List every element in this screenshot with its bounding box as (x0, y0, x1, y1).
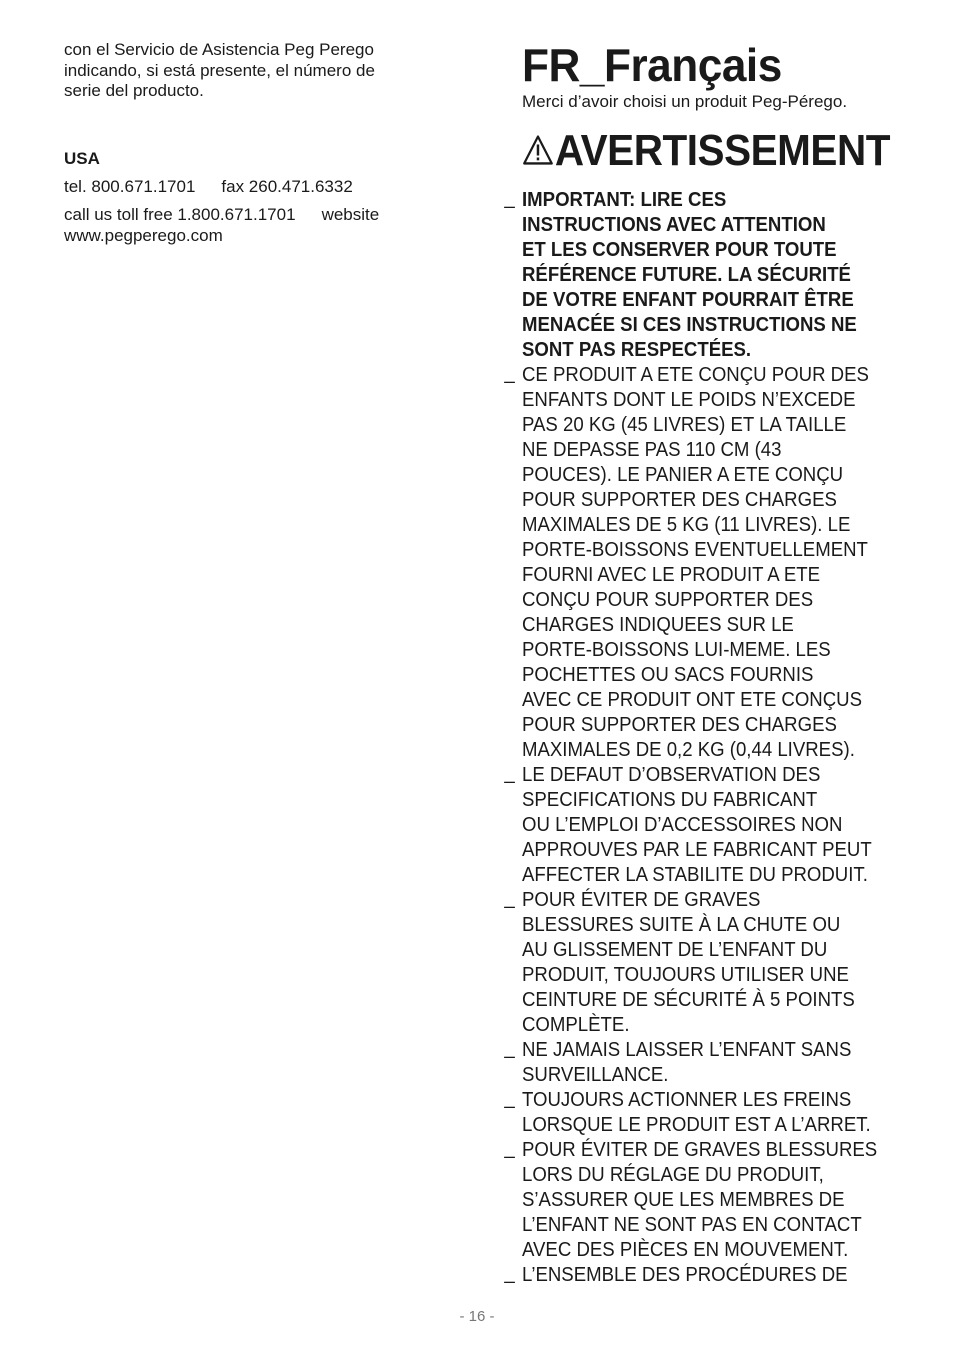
website-label: website (321, 204, 380, 224)
warning-item-line: POUR SUPPORTER DES CHARGES (522, 714, 837, 736)
warning-item-line: ET LES CONSERVER POUR TOUTE (522, 239, 837, 261)
warning-item-line: S’ASSURER QUE LES MEMBRES DE (522, 1189, 845, 1211)
warning-item-line: _ LE DEFAUT D’OBSERVATION DES (522, 764, 821, 786)
warning-item-line: SURVEILLANCE. (522, 1064, 669, 1086)
fax-number: fax 260.471.6332 (221, 176, 353, 196)
warning-item (522, 363, 922, 763)
page-number: - 16 - (459, 1308, 495, 1325)
right-column (522, 40, 922, 1288)
usa-heading: USA (64, 148, 100, 168)
warning-item-line: _ L’ENSEMBLE DES PROCÉDURES DE (522, 1264, 848, 1286)
warning-item-line: _ NE JAMAIS LAISSER L’ENFANT SANS (522, 1039, 852, 1061)
warning-item-line: _ TOUJOURS ACTIONNER LES FREINS (522, 1089, 852, 1111)
warning-item-line: PRODUIT, TOUJOURS UTILISER UNE (522, 964, 849, 986)
warning-item (522, 188, 922, 363)
warning-item-line: LORSQUE LE PRODUIT EST A L’ARRET. (522, 1114, 871, 1136)
website-url[interactable]: www.pegperego.com (64, 225, 223, 245)
intro-line: con el Servicio de Asistencia Peg Perego (64, 40, 374, 59)
warning-item (522, 763, 922, 888)
warning-item-line: MENACÉE SI CES INSTRUCTIONS NE (522, 314, 857, 336)
warning-item-line: OU L’EMPLOI D’ACCESSOIRES NON (522, 814, 843, 836)
warning-item-line: L’ENFANT NE SONT PAS EN CONTACT (522, 1214, 862, 1236)
warning-item-line: SPECIFICATIONS DU FABRICANT (522, 789, 818, 811)
toll-free-line (64, 204, 444, 225)
warning-item-line: RÉFÉRENCE FUTURE. LA SÉCURITÉ (522, 264, 851, 286)
warning-item-line: MAXIMALES DE 0,2 KG (0,44 LIVRES). (522, 739, 855, 761)
warning-item-line: COMPLÈTE. (522, 1014, 630, 1036)
warning-item-line: ENFANTS DONT LE POIDS N’EXCEDE (522, 389, 856, 411)
language-title: FR_Français (522, 39, 782, 91)
warning-item-line: POUR SUPPORTER DES CHARGES (522, 489, 837, 511)
warning-item-line: AU GLISSEMENT DE L’ENFANT DU (522, 939, 828, 961)
warning-item-line: PORTE-BOISSONS EVENTUELLEMENT (522, 539, 868, 561)
warning-item-line: PAS 20 KG (45 LIVRES) ET LA TAILLE (522, 414, 847, 436)
warning-title: AVERTISSEMENT (554, 126, 890, 175)
warning-item-line: POCHETTES OU SACS FOURNIS (522, 664, 814, 686)
warning-item-line: POUCES). LE PANIER A ETE CONÇU (522, 464, 844, 486)
warning-item-line: PORTE-BOISSONS LUI-MEME. LES (522, 639, 831, 661)
warning-item-line: DE VOTRE ENFANT POURRAIT ÊTRE (522, 289, 854, 311)
warning-item-line: NE DEPASSE PAS 110 CM (43 (522, 439, 782, 461)
warning-item-line: _ POUR ÉVITER DE GRAVES (522, 889, 761, 911)
warning-item (522, 1038, 922, 1088)
toll-free-number: call us toll free 1.800.671.1701 (64, 204, 296, 224)
warning-item-line: FOURNI AVEC LE PRODUIT A ETE (522, 564, 821, 586)
warning-triangle-icon (522, 130, 554, 170)
subtitle: Merci d’avoir choisi un produit Peg-Pérego. (522, 92, 848, 111)
warning-item (522, 1138, 922, 1263)
warning-item (522, 1263, 922, 1288)
warning-item-line: CHARGES INDIQUEES SUR LE (522, 614, 794, 636)
warning-item-line: AFFECTER LA STABILITE DU PRODUIT. (522, 864, 868, 886)
warning-item-line: INSTRUCTIONS AVEC ATTENTION (522, 214, 826, 236)
left-column (64, 40, 444, 246)
phone-line (64, 176, 444, 197)
warning-item-line: SONT PAS RESPECTÉES. (522, 339, 752, 361)
warning-list (522, 188, 922, 1288)
warning-item-line: _ IMPORTANT: LIRE CES (522, 189, 727, 211)
warning-item-line: LORS DU RÉGLAGE DU PRODUIT, (522, 1164, 824, 1186)
warning-item-line: MAXIMALES DE 5 KG (11 LIVRES). LE (522, 514, 851, 536)
warning-heading (522, 126, 890, 176)
intro-line: serie del producto. (64, 81, 204, 100)
intro-line: indicando, si está presente, el número de (64, 60, 375, 80)
warning-item-line: AVEC CE PRODUIT ONT ETE CONÇUS (522, 689, 863, 711)
warning-item (522, 888, 922, 1038)
warning-item (522, 1088, 922, 1138)
warning-item-line: AVEC DES PIÈCES EN MOUVEMENT. (522, 1239, 849, 1261)
warning-item-line: BLESSURES SUITE À LA CHUTE OU (522, 914, 841, 936)
warning-item-line: _ CE PRODUIT A ETE CONÇU POUR DES (522, 364, 869, 386)
warning-item-line: _ POUR ÉVITER DE GRAVES BLESSURES (522, 1139, 878, 1161)
warning-item-line: CONÇU POUR SUPPORTER DES (522, 589, 814, 611)
warning-item-line: CEINTURE DE SÉCURITÉ À 5 POINTS (522, 989, 855, 1011)
tel-number: tel. 800.671.1701 (64, 176, 196, 196)
warning-item-line: APPROUVES PAR LE FABRICANT PEUT (522, 839, 872, 861)
